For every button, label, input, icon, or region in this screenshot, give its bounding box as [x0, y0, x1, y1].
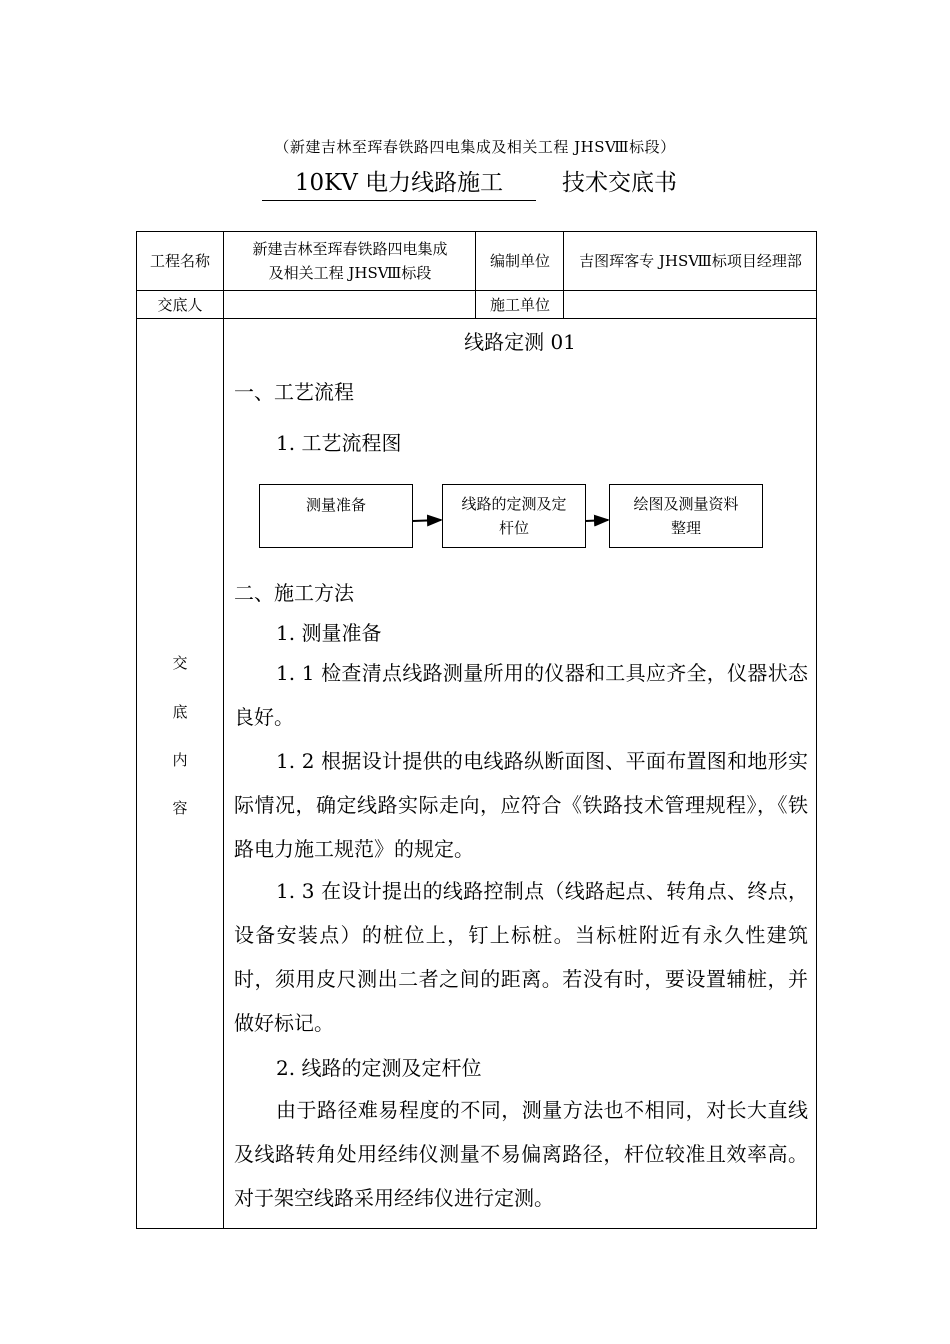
- project-name-line: 及相关工程 JHSⅧ标段: [268, 264, 432, 282]
- presenter-label: 交底人: [157, 296, 203, 314]
- paragraph: 1. 2 根据设计提供的电线路纵断面图、平面布置图和地形实际情况，确定线路实际走向，应符合《铁路技术管理规程》，《铁路电力施工规范》的规定。: [234, 749, 808, 861]
- side-label-char: 底: [172, 703, 188, 721]
- content-title: 线路定测 01: [464, 330, 576, 354]
- document-subtitle: （新建吉林至珲春铁路四电集成及相关工程 JHSⅧ标段）: [274, 138, 676, 156]
- flow-arrow: [586, 520, 608, 521]
- side-label-char: 容: [172, 799, 188, 817]
- section-subheading: 1. 测量准备: [276, 621, 382, 645]
- compiler-label: 编制单位: [489, 252, 550, 270]
- side-label-char: 交: [172, 654, 188, 672]
- paragraph: 1. 1 检查清点线路测量所用的仪器和工具应齐全，仪器状态良好。: [234, 661, 808, 729]
- construction-unit-label: 施工单位: [489, 296, 550, 314]
- project-name-label: 工程名称: [149, 252, 210, 270]
- flow-step-label: 测量准备: [305, 496, 366, 514]
- section-heading: 二、施工方法: [234, 581, 354, 605]
- section-heading: 一、工艺流程: [234, 380, 354, 404]
- flow-step-label: 整理: [670, 519, 701, 537]
- flow-step-label: 线路的定测及定: [461, 495, 567, 513]
- section-subheading: 1. 工艺流程图: [276, 431, 402, 455]
- document-title-suffix: 技术交底书: [562, 170, 677, 196]
- document-title: 10KV 电力线路施工: [262, 166, 536, 201]
- paragraph: 由于路径难易程度的不同，测量方法也不相同，对长大直线及线路转角处用经纬仪测量不易偏离路径，杆位较准且效率高。对于架空线路采用经纬仪进行定测。: [234, 1098, 808, 1210]
- side-label-char: 内: [172, 751, 188, 769]
- flow-step-label: 杆位: [498, 519, 529, 537]
- flow-arrow: [413, 520, 441, 521]
- paragraph: 1. 3 在设计提出的线路控制点（线路起点、转角点、终点，设备安装点）的桩位上，钉上标桩。当标桩附近有永久性建筑时，须用皮尺测出二者之间的距离。若没有时，要设置辅桩，并做好标记。: [234, 879, 808, 1035]
- flow-step-label: 绘图及测量资料: [633, 495, 739, 513]
- compiler-value: 吉图珲客专 JHSⅧ标项目经理部: [579, 252, 802, 270]
- project-name-line: 新建吉林至珲春铁路四电集成: [252, 240, 448, 258]
- section-subheading: 2. 线路的定测及定杆位: [276, 1056, 482, 1080]
